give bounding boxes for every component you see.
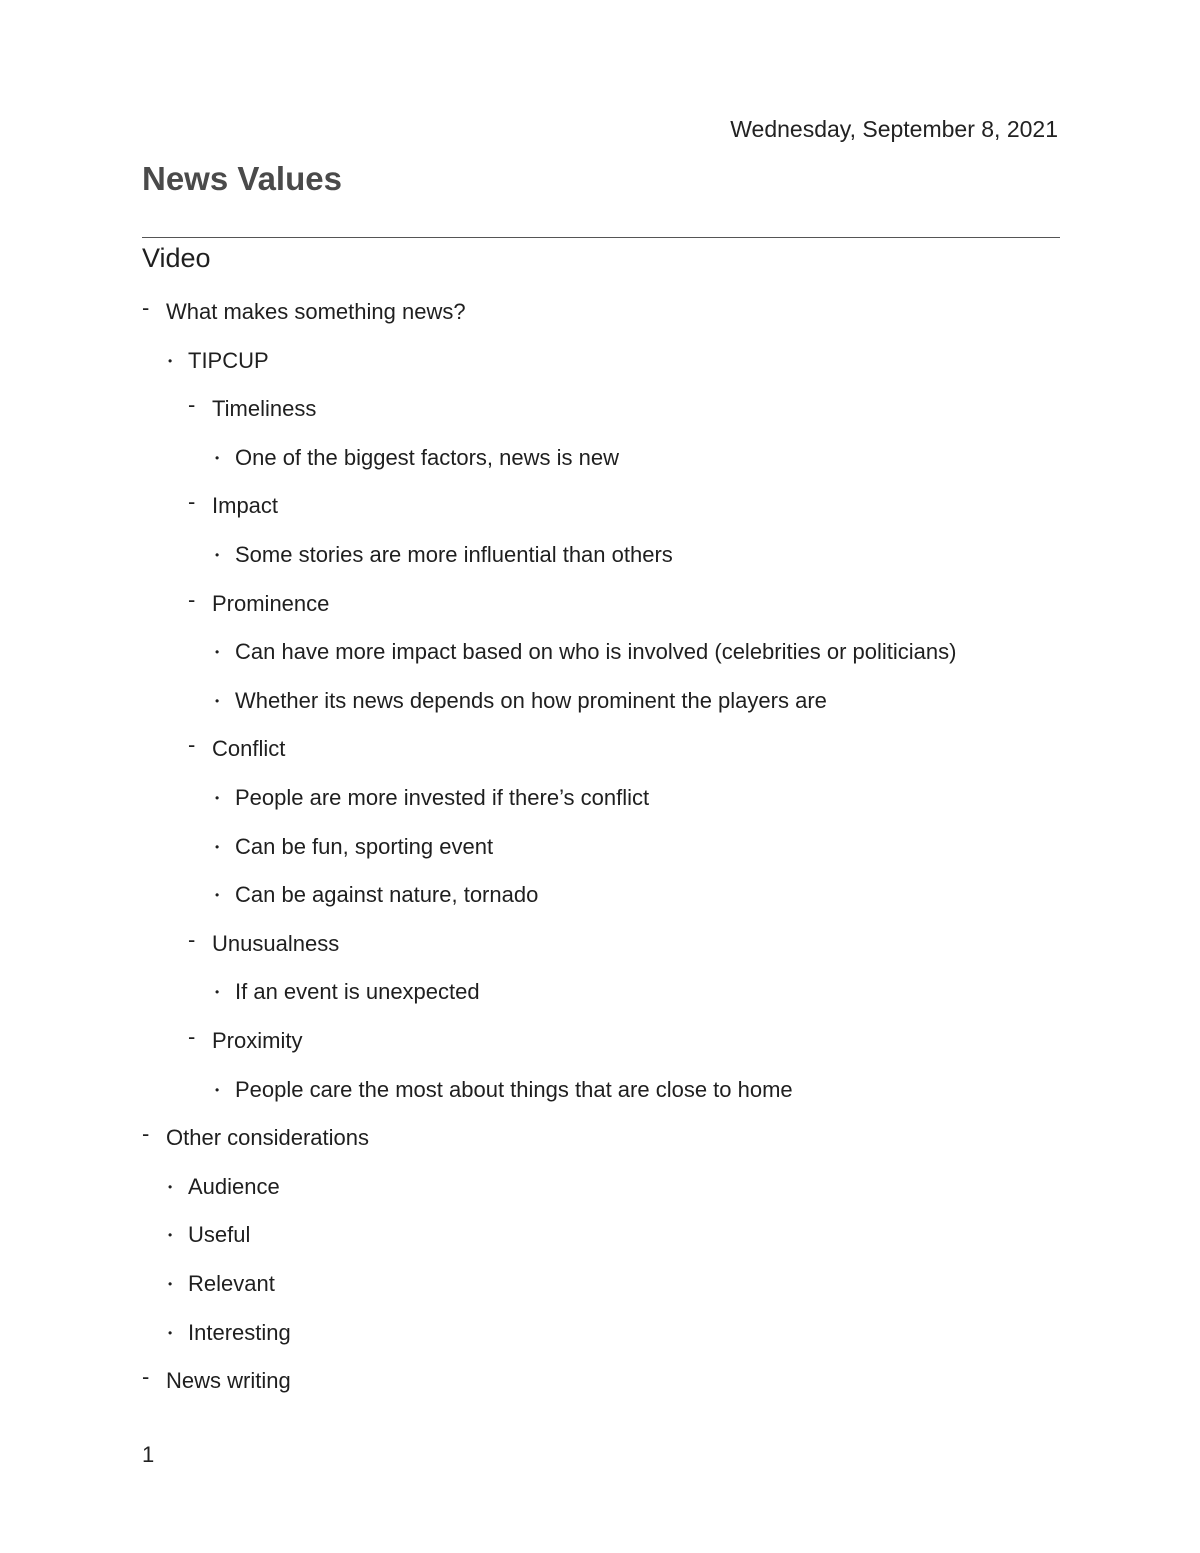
outline-item [213,540,673,570]
outline-item-text: Unusualness [212,930,340,956]
outline-item [166,1172,280,1202]
outline-item-text: Useful [188,1222,251,1248]
dash-bullet-icon: - [142,1364,150,1390]
dot-bullet-icon: • [215,645,220,660]
outline-item-text: What makes something news? [166,299,466,324]
outline-item [142,297,466,327]
outline-item-text: Some stories are more influential than others [235,542,673,567]
outline-item-text: Impact [212,493,279,519]
outline-item [166,346,269,376]
outline-item [188,394,316,424]
outline-item [213,783,649,813]
outline-item [166,1269,275,1299]
dot-bullet-icon: • [168,1179,173,1194]
outline-item-text: Prominence [212,590,330,616]
dot-bullet-icon: • [168,353,173,368]
dot-bullet-icon: • [215,839,220,854]
outline-item [213,832,493,862]
section-heading: Video [142,243,211,273]
outline-item-text: Can have more impact based on who is involved (celebrities or politicians) [235,639,957,665]
dash-bullet-icon: - [188,1024,196,1049]
dash-bullet-icon: - [188,732,196,758]
outline-item [213,880,538,910]
outline-item-text: One of the biggest factors, news is new [235,444,619,470]
outline-item-text: People care the most about things that are close to home [235,1076,793,1102]
outline-item [213,637,956,667]
outline-item-text: Proximity [212,1028,303,1053]
outline-item-text: People are more invested if there’s conflict [235,785,650,810]
outline-item [142,1366,291,1396]
page-number: 1 [142,1442,155,1467]
outline-item-text: TIPCUP [188,347,269,373]
dash-bullet-icon: - [188,586,196,612]
outline-item [188,734,285,764]
outline-item [166,1220,250,1250]
outline-item-text: Other considerations [166,1125,369,1151]
outline-item-text: Can be fun, sporting event [235,833,494,859]
outline-item-text: Whether its news depends on how prominent the players are [235,687,827,713]
outline-item [213,686,827,716]
note-date: Wednesday, September 8, 2021 [730,116,1058,142]
outline-item-text: Interesting [188,1319,291,1345]
outline-item-text: Audience [188,1173,280,1199]
dot-bullet-icon: • [215,791,220,805]
dash-bullet-icon: - [188,489,196,515]
outline-item [188,1026,302,1056]
dash-bullet-icon: - [142,295,150,320]
dot-bullet-icon: • [168,1228,173,1243]
dot-bullet-icon: • [215,548,220,562]
title-divider [142,237,1060,238]
dot-bullet-icon: • [215,985,220,1000]
outline-item-text: Relevant [188,1271,275,1296]
dot-bullet-icon: • [168,1325,173,1340]
outline-item [188,926,340,959]
dot-bullet-icon: • [215,888,220,903]
dash-bullet-icon: - [142,1121,150,1147]
outline-item [213,1075,793,1105]
outline-item-text: If an event is unexpected [235,979,480,1005]
dash-bullet-icon: - [188,926,196,952]
dot-bullet-icon: • [168,1277,173,1291]
outline-item [213,443,619,473]
page-title: News Values [142,160,342,197]
outline-item-text: Timeliness [212,396,317,422]
dash-bullet-icon: - [188,392,196,418]
outline-item [213,977,480,1007]
outline-item [188,586,330,619]
dot-bullet-icon: • [215,1082,220,1097]
outline-item-text: Can be against nature, tornado [235,882,539,908]
dot-bullet-icon: • [215,450,220,465]
outline-item-text: News writing [166,1368,291,1394]
outline-item [166,1318,291,1348]
outline-item [188,491,278,521]
outline-item-text: Conflict [212,736,286,762]
outline-item [142,1123,369,1153]
dot-bullet-icon: • [215,693,220,708]
